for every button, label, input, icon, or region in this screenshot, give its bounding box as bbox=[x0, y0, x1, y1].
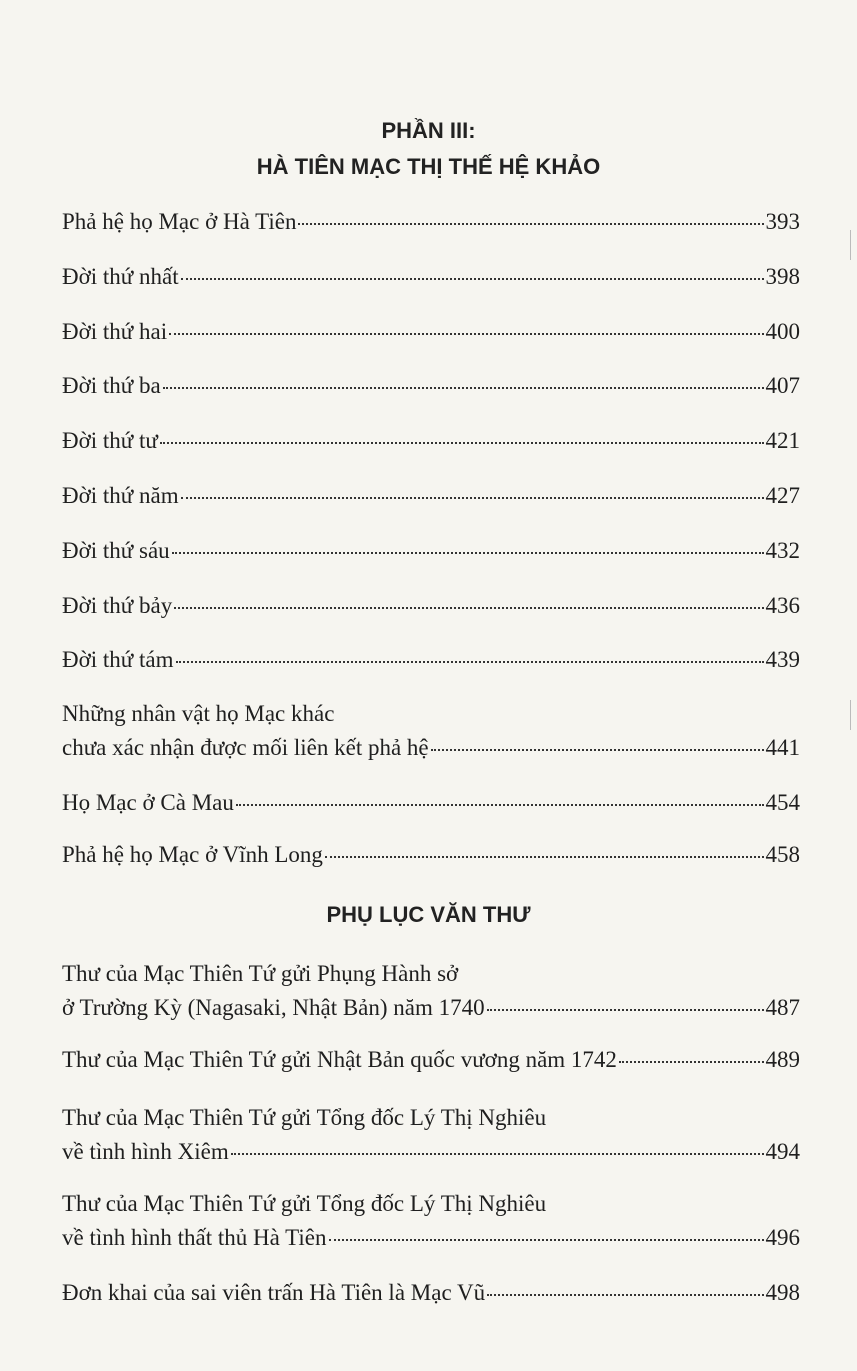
entry-page: 489 bbox=[765, 1047, 800, 1072]
entry-page: 398 bbox=[765, 264, 800, 289]
entry-title-line1: Thư của Mạc Thiên Tứ gửi Phụng Hành sở bbox=[62, 961, 459, 986]
toc-entry[interactable] bbox=[62, 1043, 800, 1077]
dot-leader bbox=[431, 748, 764, 751]
dot-leader bbox=[176, 660, 764, 663]
dot-leader bbox=[298, 222, 763, 225]
entry-page: 436 bbox=[765, 593, 800, 618]
entry-title-line1: Thư của Mạc Thiên Tứ gửi Tổng đốc Lý Thị Nghiêu bbox=[62, 1191, 547, 1216]
toc-entry[interactable] bbox=[62, 1101, 800, 1169]
entry-title: Thư của Mạc Thiên Tứ gửi Nhật Bản quốc vương năm 1742 bbox=[62, 1047, 617, 1072]
toc-entry[interactable] bbox=[62, 838, 800, 872]
toc-entry[interactable] bbox=[62, 957, 800, 1025]
entry-page: 454 bbox=[765, 790, 800, 815]
entry-title-line2: ở Trường Kỳ (Nagasaki, Nhật Bản) năm 1740 bbox=[62, 995, 485, 1020]
toc-entry[interactable] bbox=[62, 589, 800, 623]
entry-title-line2: chưa xác nhận được mối liên kết phả hệ bbox=[62, 735, 429, 760]
dot-leader bbox=[181, 277, 764, 280]
entry-title: Đơn khai của sai viên trấn Hà Tiên là Mạc Vũ bbox=[62, 1280, 486, 1305]
entry-page: 458 bbox=[765, 842, 800, 867]
page-edge-mark bbox=[850, 700, 851, 730]
entry-title: Họ Mạc ở Cà Mau bbox=[62, 790, 234, 815]
section-heading-part3: PHẦN III: bbox=[381, 118, 476, 143]
section-title-part3: HÀ TIÊN MẠC THỊ THẾ HỆ KHẢO bbox=[256, 154, 601, 179]
toc-entry[interactable] bbox=[62, 786, 800, 820]
entry-title-line1: Những nhân vật họ Mạc khác bbox=[62, 701, 335, 726]
entry-title: Phả hệ họ Mạc ở Hà Tiên bbox=[62, 209, 297, 234]
toc-entry[interactable] bbox=[62, 260, 800, 294]
entry-page: 494 bbox=[765, 1139, 800, 1164]
entry-title: Đời thứ tư bbox=[62, 428, 158, 453]
entry-title: Phả hệ họ Mạc ở Vĩnh Long bbox=[62, 842, 323, 867]
entry-title-line2: về tình hình Xiêm bbox=[62, 1139, 229, 1164]
entry-title: Đời thứ sáu bbox=[62, 538, 170, 563]
toc-entry[interactable] bbox=[62, 369, 800, 403]
entry-title: Đời thứ nhất bbox=[62, 264, 179, 289]
section-heading-appendix: PHỤ LỤC VĂN THƯ bbox=[326, 902, 531, 927]
dot-leader bbox=[231, 1152, 764, 1155]
dot-leader bbox=[329, 1238, 764, 1241]
entry-page: 407 bbox=[765, 373, 800, 398]
entry-title-line1: Thư của Mạc Thiên Tứ gửi Tổng đốc Lý Thị Nghiêu bbox=[62, 1105, 547, 1130]
entry-page: 421 bbox=[765, 428, 800, 453]
entry-title: Đời thứ tám bbox=[62, 647, 174, 672]
toc-entry[interactable] bbox=[62, 424, 800, 458]
toc-entry[interactable] bbox=[62, 534, 800, 568]
entry-page: 487 bbox=[765, 995, 800, 1020]
entry-page: 432 bbox=[765, 538, 800, 563]
entry-page: 393 bbox=[765, 209, 800, 234]
toc-entry[interactable] bbox=[62, 479, 800, 513]
dot-leader bbox=[172, 551, 764, 554]
dot-leader bbox=[181, 496, 764, 499]
dot-leader bbox=[619, 1060, 764, 1063]
entry-page: 439 bbox=[765, 647, 800, 672]
dot-leader bbox=[487, 1293, 763, 1296]
toc-entry[interactable] bbox=[62, 697, 800, 765]
entry-page: 496 bbox=[765, 1225, 800, 1250]
dot-leader bbox=[236, 803, 764, 806]
page-edge-mark bbox=[850, 230, 851, 260]
entry-title: Đời thứ hai bbox=[62, 319, 168, 344]
entry-page: 441 bbox=[765, 735, 800, 760]
dot-leader bbox=[174, 606, 763, 609]
toc-entry[interactable] bbox=[62, 205, 800, 239]
toc-entry[interactable] bbox=[62, 643, 800, 677]
entry-title-line2: về tình hình thất thủ Hà Tiên bbox=[62, 1225, 327, 1250]
entry-page: 427 bbox=[765, 483, 800, 508]
toc-entry[interactable] bbox=[62, 315, 800, 349]
toc-entry[interactable] bbox=[62, 1276, 800, 1310]
entry-title: Đời thứ bảy bbox=[62, 593, 173, 618]
entry-title: Đời thứ năm bbox=[62, 483, 179, 508]
dot-leader bbox=[169, 332, 763, 335]
entry-title: Đời thứ ba bbox=[62, 373, 161, 398]
entry-page: 498 bbox=[765, 1280, 800, 1305]
dot-leader bbox=[325, 855, 764, 858]
dot-leader bbox=[487, 1008, 764, 1011]
toc-entry[interactable] bbox=[62, 1187, 800, 1255]
dot-leader bbox=[160, 441, 764, 444]
dot-leader bbox=[163, 386, 764, 389]
entry-page: 400 bbox=[765, 319, 800, 344]
